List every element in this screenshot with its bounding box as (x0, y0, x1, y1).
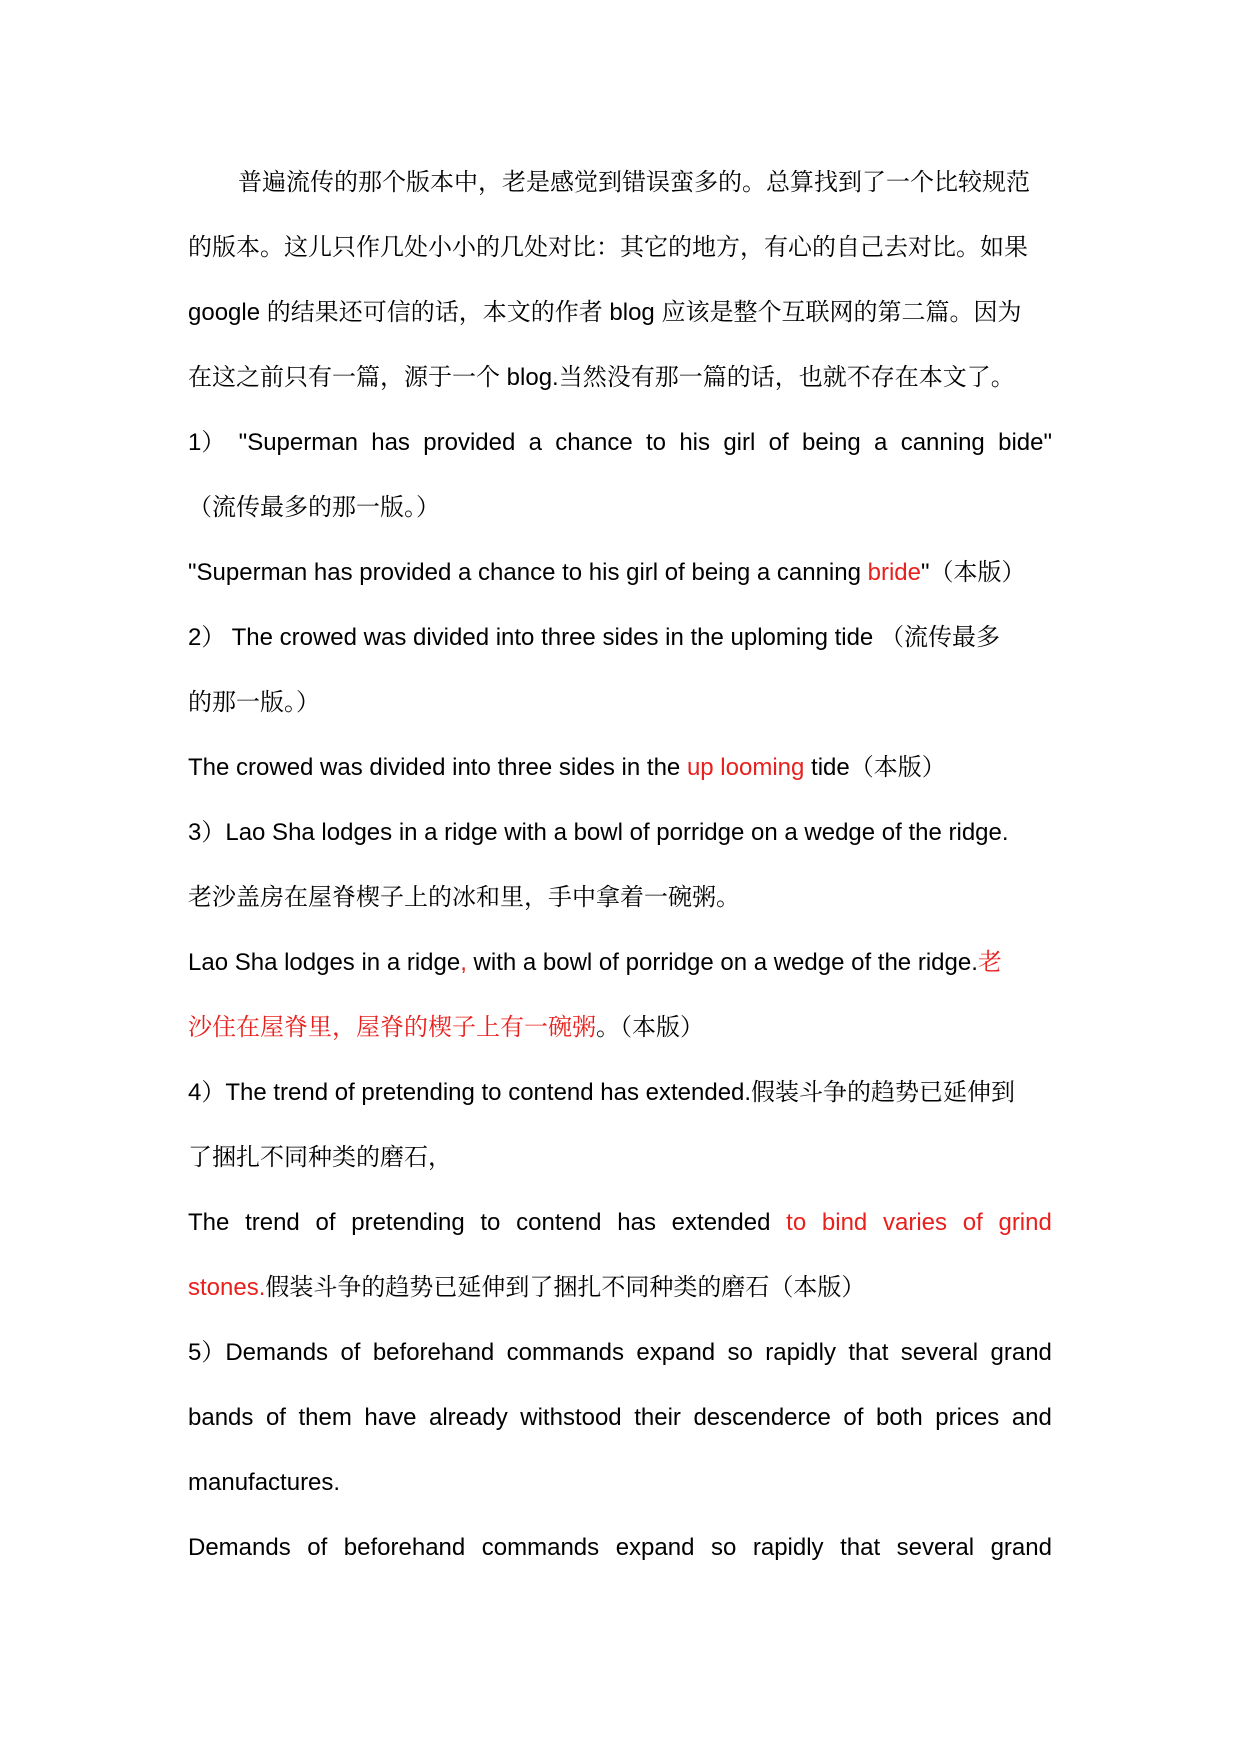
correction-word: of (962, 1209, 983, 1236)
correction-word: varies (882, 1209, 948, 1236)
word: rapidly (752, 1534, 824, 1561)
intro-text: google 的结果还可信的话，本文的作者 blog 应该是整个互联网的第二篇。因为 (188, 299, 1022, 326)
word: of (768, 429, 789, 456)
item3-correction: 沙住在屋脊里，屋脊的楔子上有一碗粥 (188, 1014, 596, 1041)
correction-word: bind (821, 1209, 868, 1236)
item4-text-end: 假装斗争的趋势已延伸到了捆扎不同种类的磨石（本版） (265, 1274, 866, 1301)
word: several (900, 1339, 979, 1366)
word: Demands (188, 1534, 291, 1561)
word: The (188, 1209, 230, 1236)
word: both (875, 1404, 923, 1431)
item2-text: 2） The crowed was divided into three sides in the uploming tide （流传最多 (188, 624, 1000, 651)
word: beforehand (372, 1339, 495, 1366)
word: being (801, 429, 861, 456)
item4-line-4 (188, 1255, 1052, 1320)
word: a (528, 429, 542, 456)
word: to (480, 1209, 501, 1236)
word: grand (990, 1339, 1052, 1366)
intro-line-2 (188, 215, 1052, 280)
item4-line-1 (188, 1060, 1052, 1125)
word: extended (671, 1209, 771, 1236)
word: provided (423, 429, 516, 456)
item1-note: （流传最多的那一版。） (188, 494, 440, 521)
word: have (364, 1404, 417, 1431)
item3-line-4 (188, 995, 1052, 1060)
item1-text: "Superman has provided a chance to his girl of being a canning (188, 559, 868, 586)
word: 1） (188, 429, 226, 456)
word: rapidly (765, 1339, 836, 1366)
word: so (710, 1534, 737, 1561)
word: expand (636, 1339, 716, 1366)
word: that (840, 1534, 881, 1561)
word: girl (723, 429, 756, 456)
item2-text: The crowed was divided into three sides in the (188, 754, 687, 781)
item3-line-3 (188, 930, 1052, 995)
item4-correction: stones. (188, 1274, 266, 1301)
word: trend (245, 1209, 300, 1236)
word: a (874, 429, 888, 456)
word: 5）Demands (188, 1339, 329, 1366)
word: his (679, 429, 711, 456)
intro-text: 普遍流传的那个版本中，老是感觉到错误蛮多的。总算找到了一个比较规范 (238, 169, 1030, 196)
word: bide" (998, 429, 1052, 456)
item3-text: Lao Sha lodges in a ridge (188, 949, 461, 976)
item3-correction-start: 老 (977, 949, 1002, 976)
item2-line-3 (188, 735, 1052, 800)
item3-text-end: 。（本版） (596, 1014, 704, 1041)
intro-line-4 (188, 345, 1052, 410)
word: of (843, 1404, 864, 1431)
word: has (371, 429, 410, 456)
item3-correction-comma: , (460, 949, 467, 976)
word: descenderce (693, 1404, 831, 1431)
item1-line-2 (188, 475, 1052, 540)
word: of (340, 1339, 361, 1366)
word: of (315, 1209, 336, 1236)
item3-line-1 (188, 800, 1052, 865)
document-body (188, 150, 1052, 1580)
word: them (298, 1404, 352, 1431)
item2-text-end: tide（本版） (804, 754, 946, 781)
word: pretending (351, 1209, 465, 1236)
item1-line-1 (188, 410, 1052, 475)
item1-text-end: "（本版） (921, 559, 1026, 586)
item5-line-3 (188, 1450, 1052, 1515)
word: has (617, 1209, 656, 1236)
word: "Superman (238, 429, 358, 456)
item1-correction: bride (867, 559, 921, 586)
word: to (646, 429, 667, 456)
item5-line-2 (188, 1385, 1052, 1450)
item5-text: manufactures. (188, 1469, 341, 1496)
word: contend (516, 1209, 602, 1236)
item3-translation: 老沙盖房在屋脊楔子上的冰和里，手中拿着一碗粥。 (188, 884, 740, 911)
word: already (429, 1404, 508, 1431)
word: commands (506, 1339, 625, 1366)
word: canning (900, 429, 985, 456)
item4-text: 4）The trend of pretending to contend has extended.假装斗争的趋势已延伸到 (188, 1079, 1016, 1106)
item5-line-1 (188, 1320, 1052, 1385)
word: that (848, 1339, 889, 1366)
item5-line-4 (188, 1515, 1052, 1580)
word: expand (615, 1534, 695, 1561)
item4-translation: 了捆扎不同种类的磨石， (188, 1144, 452, 1171)
item2-line-2 (188, 670, 1052, 735)
word: prices (935, 1404, 1000, 1431)
word: of (265, 1404, 286, 1431)
item2-correction: up looming (686, 754, 805, 781)
word: several (896, 1534, 975, 1561)
item3-text: 3）Lao Sha lodges in a ridge with a bowl of porridge on a wedge of the ridge. (188, 819, 1009, 846)
word: grand (990, 1534, 1052, 1561)
intro-line-1 (188, 150, 1052, 215)
word: so (727, 1339, 753, 1366)
item3-text-mid: with a bowl of porridge on a wedge of the ridge. (466, 949, 978, 976)
item3-line-2 (188, 865, 1052, 930)
correction-word: to (786, 1209, 807, 1236)
correction-word: grind (998, 1209, 1052, 1236)
word: commands (481, 1534, 600, 1561)
word: chance (555, 429, 633, 456)
item2-note: 的那一版。） (188, 689, 320, 716)
item4-line-3 (188, 1190, 1052, 1255)
word: and (1011, 1404, 1052, 1431)
word: their (634, 1404, 681, 1431)
word: beforehand (343, 1534, 466, 1561)
item2-line-1 (188, 605, 1052, 670)
intro-line-3 (188, 280, 1052, 345)
word: withstood (520, 1404, 622, 1431)
intro-text: 的版本。这儿只作几处小小的几处对比：其它的地方，有心的自己去对比。如果 (188, 234, 1028, 261)
word: of (307, 1534, 328, 1561)
word: bands (188, 1404, 254, 1431)
intro-text: 在这之前只有一篇，源于一个 blog.当然没有那一篇的话，也就不存在本文了。 (188, 364, 1015, 391)
item4-line-2 (188, 1125, 1052, 1190)
item1-line-3 (188, 540, 1052, 605)
